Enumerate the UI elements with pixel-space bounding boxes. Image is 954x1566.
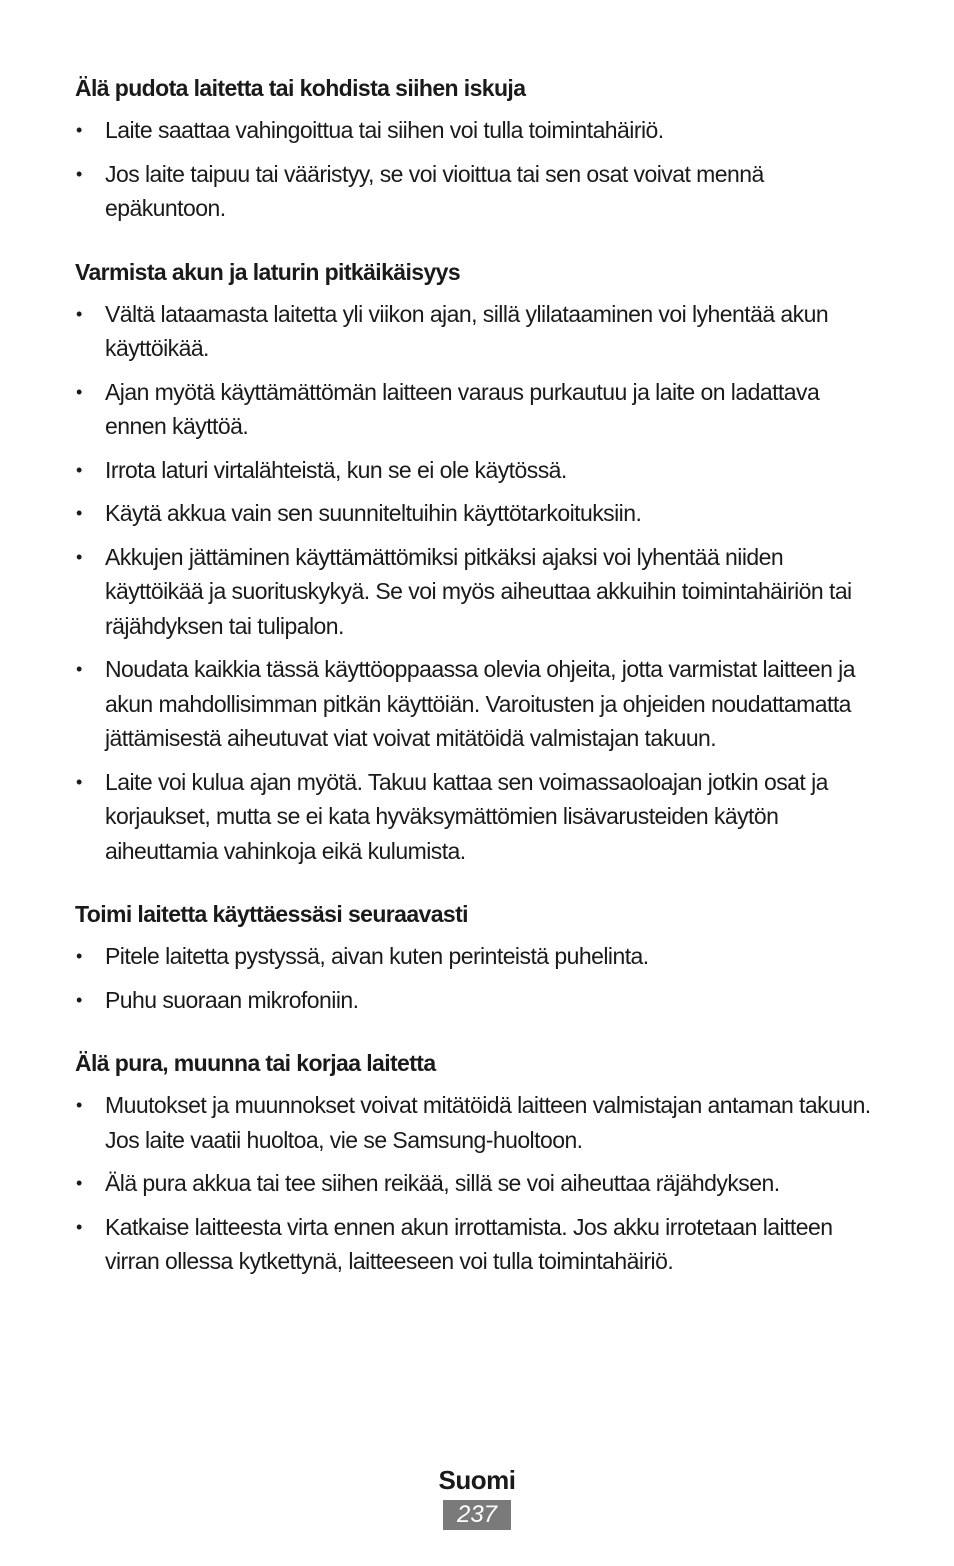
- list-item-text: Vältä lataamasta laitetta yli viikon ajan, sillä ylilataaminen voi lyhentää akun käyttöikää.: [105, 300, 829, 361]
- list-item: [75, 496, 880, 531]
- section-title: Varmista akun ja laturin pitkäikäisyys: [75, 258, 461, 285]
- list-item-text: Muutokset ja muunnokset voivat mitätöidä laitteen valmistajan antaman takuun. Jos laite vaatii huoltoa, vie se Samsung-huoltoon.: [105, 1092, 871, 1153]
- section-title: Älä pura, muunna tai korjaa laitetta: [75, 1050, 436, 1076]
- section-drop-warning: [75, 70, 880, 226]
- list-item-text: Jos laite taipuu tai vääristyy, se voi vioittua tai sen osat voivat mennä epäkuntoon.: [105, 160, 764, 221]
- bullet-list: [75, 939, 880, 1017]
- section-battery-longevity: [75, 254, 880, 869]
- section-title: Toimi laitetta käyttäessäsi seuraavasti: [75, 901, 468, 927]
- bullet-icon: •: [76, 659, 82, 679]
- list-item: [75, 652, 880, 756]
- list-item: [75, 453, 880, 488]
- bullet-icon: •: [76, 459, 82, 480]
- list-item: [75, 765, 880, 869]
- bullet-icon: •: [76, 381, 82, 402]
- list-item-text: Ajan myötä käyttämättömän laitteen varaus purkautuu ja laite on ladattava ennen käyttöä.: [105, 378, 820, 439]
- list-item: [75, 939, 880, 974]
- section-usage-instructions: [75, 896, 880, 1017]
- list-item-text: Laite saattaa vahingoittua tai siihen voi tulla toimintahäiriö.: [105, 117, 664, 143]
- list-item: [75, 375, 880, 444]
- page-number: 237: [443, 1500, 511, 1530]
- footer-language: Suomi: [438, 1465, 516, 1495]
- list-item: [75, 540, 880, 644]
- list-item-text: Noudata kaikkia tässä käyttöoppaassa olevia ohjeita, jotta varmistat laitteen ja akun mahdollisimman pitkän käyttöiän. Varoitusten ja ohjeiden noudattamatta jättämisestä aiheutuvat viat voivat mitätöidä valmistajan takuun.: [105, 656, 855, 751]
- list-item: [75, 113, 880, 148]
- list-item-text: Akkujen jättäminen käyttämättömiksi pitkäksi ajaksi voi lyhentää niiden käyttöikää ja suorituskykyä. Se voi myös aiheuttaa akkuihin toimintahäiriön tai räjähdyksen tai tulipalon.: [105, 543, 852, 639]
- bullet-icon: •: [76, 303, 82, 324]
- bullet-icon: •: [76, 120, 82, 140]
- bullet-list: [75, 1088, 880, 1279]
- list-item: [75, 297, 880, 366]
- list-item: [75, 1088, 880, 1157]
- list-item-text: Katkaise laitteesta virta ennen akun irrottamista. Jos akku irrotetaan laitteen virran ollessa kytkettynä, laitteeseen voi tulla toimintahäiriö.: [105, 1213, 833, 1274]
- list-item: [75, 983, 880, 1018]
- bullet-icon: •: [76, 1173, 82, 1193]
- bullet-icon: •: [76, 989, 82, 1010]
- list-item-text: Älä pura akkua tai tee siihen reikää, sillä se voi aiheuttaa räjähdyksen.: [105, 1170, 780, 1196]
- list-item-text: Pitele laitetta pystyssä, aivan kuten perinteistä puhelinta.: [105, 943, 649, 969]
- list-item-text: Käytä akkua vain sen suunniteltuihin käyttötarkoituksiin.: [105, 500, 642, 526]
- section-title: Älä pudota laitetta tai kohdista siihen iskuja: [75, 75, 526, 101]
- list-item: [75, 157, 880, 226]
- section-no-disassembly: [75, 1045, 880, 1279]
- bullet-list: [75, 297, 880, 869]
- bullet-icon: •: [76, 546, 82, 567]
- list-item-text: Puhu suoraan mikrofoniin.: [105, 986, 359, 1013]
- bullet-list: [75, 113, 880, 226]
- bullet-icon: •: [76, 771, 82, 792]
- list-item: [75, 1166, 880, 1201]
- bullet-icon: •: [76, 1216, 82, 1237]
- document-body: [75, 70, 880, 1307]
- list-item-text: Irrota laturi virtalähteistä, kun se ei ole käytössä.: [105, 456, 567, 483]
- list-item: [75, 1210, 880, 1279]
- bullet-icon: •: [76, 1095, 82, 1115]
- page-footer: [0, 1462, 954, 1530]
- bullet-icon: •: [76, 163, 82, 184]
- bullet-icon: •: [76, 503, 82, 523]
- list-item-text: Laite voi kulua ajan myötä. Takuu kattaa sen voimassaoloajan jotkin osat ja korjaukset, mutta se ei kata hyväksymättömien lisävarusteiden käytön aiheuttamia vahinkoja eikä kulumista.: [105, 768, 828, 864]
- bullet-icon: •: [76, 946, 82, 966]
